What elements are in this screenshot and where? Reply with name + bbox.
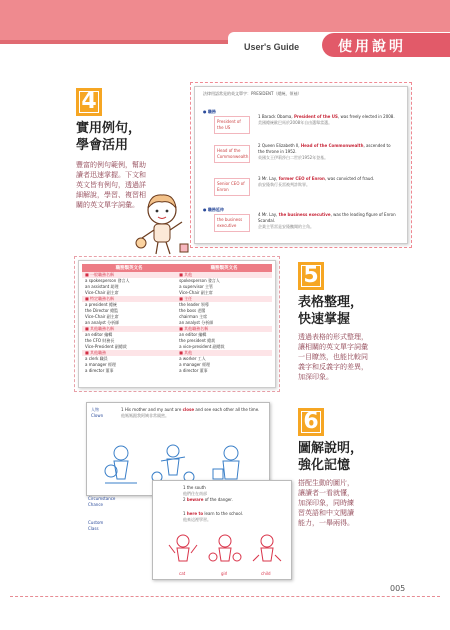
table-cell: an assistant 助理 xyxy=(85,284,119,289)
sentence-highlight: here to xyxy=(186,511,204,516)
section-4-title-line1: 實用例句， xyxy=(76,121,142,136)
entry-term-box: President of the US xyxy=(214,116,250,134)
table-cell: Vice-Chair 副主席 xyxy=(85,314,119,319)
desc-line: 搭配生動的圖片， xyxy=(298,479,354,487)
illustration-caption: child xyxy=(261,571,271,576)
section-4-title-line2: 學會活用 xyxy=(76,138,129,153)
section-4-number: 4 xyxy=(76,88,102,116)
desc-line: 讓相關的英文單字詞彙 xyxy=(298,343,368,351)
illustration-side-label: 人物 Clown xyxy=(91,407,104,418)
illustration-side-label: Custom Class xyxy=(88,520,104,531)
illustration-sentence xyxy=(121,407,267,419)
table-cell: an editor 編輯 xyxy=(179,332,207,337)
sentence-translation: 他媽媽跟我阿姨非常親密。 xyxy=(121,413,169,418)
table-cell: ■ 主任 xyxy=(176,296,272,302)
table-cell: a vice-president 副總裁 xyxy=(179,344,225,349)
table-cell: ■ 其他 xyxy=(176,272,272,278)
sentence-part: learn to the school. xyxy=(203,511,244,516)
sentence-translation: 前安隆執行長雷被判詐欺罪。 xyxy=(258,182,310,187)
table-cell: ■ 特定職務名稱 xyxy=(82,296,176,302)
table-cell: the president 總裁 xyxy=(179,338,216,343)
comparison-table xyxy=(82,264,272,374)
table-cell: the leader 領導 xyxy=(179,302,209,307)
table-cell: ■ 其他 xyxy=(176,350,272,356)
desc-line: 習英語和中文閱讀 xyxy=(298,509,354,517)
table-cell: the boss 老闆 xyxy=(179,308,206,313)
section-6-number: 6 xyxy=(298,408,324,436)
table-header: 職務類英文名 xyxy=(176,264,272,272)
sentence-part: 4 Mr. Lay, xyxy=(258,212,279,217)
illustration-side-label: Circumstance Chance xyxy=(88,496,116,507)
desc-line: 加深印象。 xyxy=(298,373,333,381)
sentence-part: , was convicted of fraud. xyxy=(324,176,375,181)
red-figures-drawing xyxy=(165,531,285,571)
table-cell: ■ 一般職務名稱 xyxy=(82,272,176,278)
cartoon-child-illustration xyxy=(132,188,192,260)
card-top-note: 法律用語常見的英文單字：PRESIDENT（總統、領袖） xyxy=(203,91,302,96)
desc-line: 關的英文單字詞彙。 xyxy=(76,201,139,209)
table-cell: a spokesperson 發言人 xyxy=(85,278,130,283)
sentence-translation: 企業主管雷是安隆醜聞的主角。 xyxy=(258,224,314,229)
example-sentence xyxy=(258,176,398,188)
desc-line: 讓讀者一看就懂， xyxy=(298,489,354,497)
sentence-part: 1 His mother and my aunt are xyxy=(121,407,183,412)
table-cell: a manager 經理 xyxy=(85,362,116,367)
table-cell: chairman 主席 xyxy=(179,314,208,319)
sentence-part: 2 Queen Elizabeth II, xyxy=(258,143,301,148)
group-label-roles: ● 職務 xyxy=(203,109,216,114)
entry-term-box: Head of the Commonwealth xyxy=(214,145,250,163)
sentence-part: of the danger. xyxy=(203,497,233,502)
illustration-caption: cat xyxy=(179,571,186,576)
section-6-title xyxy=(298,440,363,474)
section-6-title-line2: 強化記憶 xyxy=(298,458,351,473)
sentence-highlight: President of the US xyxy=(293,114,338,119)
sentence-highlight: close xyxy=(182,407,195,412)
sentence-translation: 他來這裡學習。 xyxy=(183,517,211,522)
desc-line: 豐富的例句範例，幫助 xyxy=(76,161,146,169)
table-cell: an analyst 分析師 xyxy=(179,320,214,325)
table-cell: ■ 其他職務名稱 xyxy=(176,326,272,332)
section-5-title xyxy=(298,294,363,328)
illustration-caption: girl xyxy=(221,571,228,576)
sentence-highlight: Head of the Commonwealth xyxy=(300,143,364,148)
example-sentence xyxy=(258,212,398,230)
table-header: 職務類英文名 xyxy=(82,264,176,272)
desc-line: 加深印象，同時練 xyxy=(298,499,354,507)
sentence-highlight: beware xyxy=(186,497,204,502)
table-cell: a director 董事 xyxy=(179,368,208,373)
table-cell: a director 董事 xyxy=(85,368,114,373)
sentence-part: , ascended to the throne in 1952. xyxy=(258,143,391,154)
page-number: 005 xyxy=(390,584,406,593)
table-cell: Vice-President 副總裁 xyxy=(85,344,127,349)
table-cell: the Director 總監 xyxy=(85,308,119,313)
section-5-title-line1: 表格整理， xyxy=(298,295,364,310)
table-cell: ■ 其他職務名稱 xyxy=(82,326,176,332)
table-cell: Vice-Chair 副主席 xyxy=(179,290,213,295)
desc-line: 讀者迅速掌握。下文和 xyxy=(76,171,146,179)
desc-line: 透過表格的形式整理， xyxy=(298,333,368,341)
table-cell: a manager 經理 xyxy=(179,362,211,367)
desc-line: 細解說，學習、複習相 xyxy=(76,191,146,199)
illustration-card-2 xyxy=(152,480,292,580)
table-cell: the CFO 財務長 xyxy=(85,338,115,343)
table-cell: an analyst 分析師 xyxy=(85,320,120,325)
section-6-desc xyxy=(298,478,388,528)
section-5-title-line2: 快速掌握 xyxy=(298,312,351,327)
desc-line: 義字和反義字的差異， xyxy=(298,363,368,371)
sentence-highlight: former CEO of Enron xyxy=(278,176,325,181)
sentence-part: , was freely elected in 2008. xyxy=(337,114,395,119)
section-5-desc xyxy=(298,332,388,382)
table-cell: spokesperson 發言人 xyxy=(179,278,220,283)
table-cell: a supervisor 主管 xyxy=(179,284,214,289)
sentence-highlight: the business executive xyxy=(278,212,331,217)
sentence-part: 3 Mr. Lay, xyxy=(258,176,279,181)
table-cell: ■ 其他職務 xyxy=(82,350,176,356)
table-cell: a worker 工人 xyxy=(179,356,206,361)
group-label-roles-extended: ● 職務延伸 xyxy=(203,207,224,212)
table-cell: a clerk 職員 xyxy=(85,356,108,361)
sentence-translation: 美國總統歐巴馬於2008年自由選舉當選。 xyxy=(258,120,333,125)
sentence-part: , was the leading figure of Enron Scandal. xyxy=(258,212,396,223)
sentence-part: and see each other all the time. xyxy=(194,407,260,412)
desc-line: 一目瞭然，也能比較同 xyxy=(298,353,368,361)
illustration-sentence xyxy=(183,511,289,523)
sentence-translation: 他們住在南部 xyxy=(183,491,207,496)
footer-divider xyxy=(10,596,440,597)
example-sentence xyxy=(258,114,398,126)
sentence-part: 1 xyxy=(183,511,187,516)
section-5-number: 5 xyxy=(298,262,324,290)
sentence-part: 1 the south xyxy=(183,485,206,490)
sentence-part: 1 Barack Obama, xyxy=(258,114,294,119)
sentence-translation: 英國女王伊莉莎白二世於1952年登基。 xyxy=(258,155,329,160)
desc-line: 能力，一舉兩得。 xyxy=(298,519,354,527)
users-guide-label: User's Guide xyxy=(244,42,300,52)
illustration-sentence xyxy=(183,485,289,503)
desc-line: 英文皆有例句，透過詳 xyxy=(76,181,146,189)
example-sentence xyxy=(258,143,398,161)
section-6-title-line1: 圖解說明， xyxy=(298,441,364,456)
section-4-title xyxy=(76,120,141,154)
sentence-part: 2 xyxy=(183,497,187,502)
entry-term-box: the business executive xyxy=(214,214,250,232)
table-cell: an editor 編輯 xyxy=(85,332,113,337)
table-cell: Vice-Chair 副主席 xyxy=(85,290,119,295)
entry-term-box: Senior CEO of Enron xyxy=(214,178,250,196)
page-title: 使用說明 xyxy=(338,39,406,55)
table-cell: a president 總統 xyxy=(85,302,117,307)
